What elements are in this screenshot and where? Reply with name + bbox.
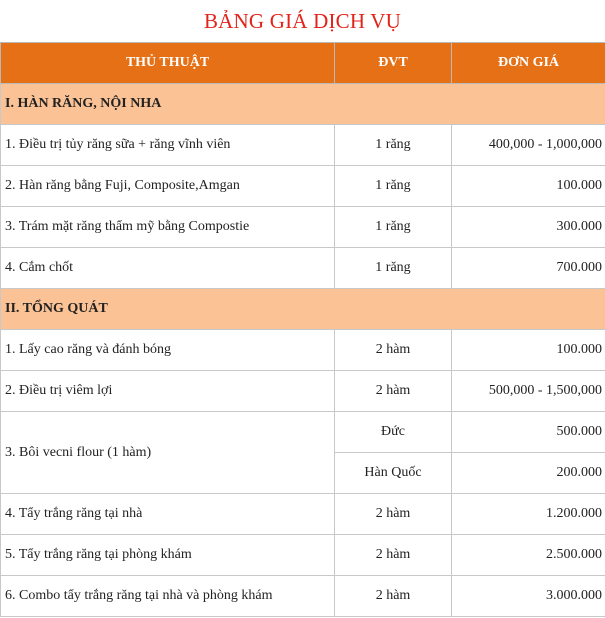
- service-unit: 1 răng: [335, 166, 452, 207]
- service-price: 100.000: [452, 330, 605, 371]
- page-title: BẢNG GIÁ DỊCH VỤ: [203, 9, 402, 33]
- service-name: 2. Hàn răng bằng Fuji, Composite,Amgan: [1, 166, 335, 207]
- service-name: 6. Combo tẩy trắng răng tại nhà và phòng khám: [1, 576, 335, 617]
- table-row: [1, 535, 605, 576]
- service-price: 2.500.000: [452, 535, 605, 576]
- table-row: [1, 371, 605, 412]
- service-unit: 1 răng: [335, 248, 452, 289]
- service-name: 3. Trám mặt răng thẩm mỹ bằng Compostie: [1, 207, 335, 248]
- table-row: [1, 248, 605, 289]
- service-price: 500,000 - 1,500,000: [452, 371, 605, 412]
- service-unit: 1 răng: [335, 207, 452, 248]
- service-price: 400,000 - 1,000,000: [452, 125, 605, 166]
- service-name: 3. Bôi vecni flour (1 hàm): [1, 412, 335, 494]
- table-row: [1, 576, 605, 617]
- service-name: 5. Tẩy trắng răng tại phòng khám: [1, 535, 335, 576]
- table-row: [1, 412, 605, 453]
- service-price: 200.000: [452, 453, 605, 494]
- service-unit: 2 hàm: [335, 576, 452, 617]
- service-name: 4. Cắm chốt: [1, 248, 335, 289]
- section-label: II. TỔNG QUÁT: [1, 289, 605, 330]
- service-name: 1. Lấy cao răng và đánh bóng: [1, 330, 335, 371]
- service-unit: Đức: [335, 412, 452, 453]
- service-name: 1. Điều trị tủy răng sữa + răng vĩnh viên: [1, 125, 335, 166]
- service-unit: 2 hàm: [335, 371, 452, 412]
- table-row: [1, 330, 605, 371]
- section-header-han-rang: [1, 84, 605, 125]
- table-row: [1, 494, 605, 535]
- table-row: [1, 166, 605, 207]
- service-price: 100.000: [452, 166, 605, 207]
- table-row: [1, 125, 605, 166]
- service-name: 2. Điều trị viêm lợi: [1, 371, 335, 412]
- header-unit: ĐVT: [335, 43, 452, 84]
- service-name: 4. Tẩy trắng răng tại nhà: [1, 494, 335, 535]
- service-unit: 2 hàm: [335, 330, 452, 371]
- header-service: THỦ THUẬT: [1, 43, 335, 84]
- section-header-tong-quat: [1, 289, 605, 330]
- price-table: [0, 42, 605, 617]
- service-unit: 1 răng: [335, 125, 452, 166]
- service-price: 1.200.000: [452, 494, 605, 535]
- header-price: ĐƠN GIÁ: [452, 43, 605, 84]
- service-unit: 2 hàm: [335, 494, 452, 535]
- table-row: [1, 207, 605, 248]
- service-price: 3.000.000: [452, 576, 605, 617]
- service-price: 500.000: [452, 412, 605, 453]
- section-label: I. HÀN RĂNG, NỘI NHA: [1, 84, 605, 125]
- service-unit: Hàn Quốc: [335, 453, 452, 494]
- service-price: 700.000: [452, 248, 605, 289]
- service-unit: 2 hàm: [335, 535, 452, 576]
- service-price: 300.000: [452, 207, 605, 248]
- table-header-row: [1, 43, 605, 84]
